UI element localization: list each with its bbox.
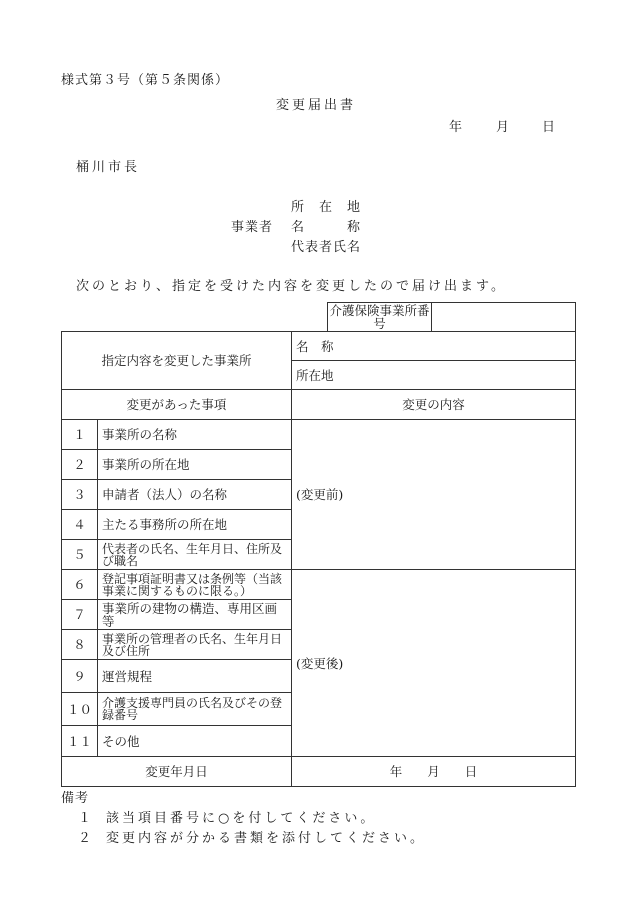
item-text: 登記事項証明書又は条例等（当該事業に関するものに限る。） bbox=[102, 571, 283, 598]
item-text: 運営規程 bbox=[98, 660, 292, 693]
note-number: ２ bbox=[78, 831, 93, 846]
item-text: その他 bbox=[98, 726, 292, 757]
items-header: 変更があった事項 bbox=[62, 390, 292, 420]
document-title: 変更届出書 bbox=[276, 98, 357, 113]
item-text-cell bbox=[98, 693, 292, 726]
change-date-field[interactable]: 年 月 日 bbox=[292, 757, 576, 787]
form-number: 様式第３号（第５条関係） bbox=[61, 73, 230, 88]
name-label: 名 称 bbox=[291, 220, 362, 235]
item-text: 代表者の氏名、生年月日、住所及び職名 bbox=[102, 541, 283, 568]
item-text: 事業所の建物の構造、専用区画等 bbox=[98, 600, 292, 630]
office-location-label: 所在地 bbox=[296, 367, 334, 383]
item-text-cell bbox=[98, 630, 292, 660]
changed-office-label: 指定内容を変更した事業所 bbox=[62, 332, 292, 390]
date-month: 月 bbox=[496, 120, 511, 135]
item-number: １ bbox=[62, 420, 98, 450]
item-number: １１ bbox=[62, 726, 98, 757]
item-text: 事業所の名称 bbox=[98, 420, 292, 450]
office-number-field[interactable] bbox=[432, 303, 576, 332]
item-number: ４ bbox=[62, 510, 98, 540]
item-number: ５ bbox=[62, 540, 98, 570]
note-text: 該当項目番号に○を付してください。 bbox=[106, 811, 377, 826]
change-date-label: 変更年月日 bbox=[62, 757, 292, 787]
note-number: １ bbox=[78, 811, 93, 826]
office-number-label: 介護保険事業所番号 bbox=[329, 303, 430, 331]
item-number: ３ bbox=[62, 480, 98, 510]
item-number: ９ bbox=[62, 660, 98, 693]
before-label: (変更前) bbox=[296, 487, 344, 502]
item-text: 申請者（法人）の名称 bbox=[98, 480, 292, 510]
representative-label: 代表者氏名 bbox=[291, 240, 362, 255]
date-year: 年 bbox=[449, 120, 464, 135]
content-before-field[interactable] bbox=[292, 420, 576, 570]
addressee: 桶川市長 bbox=[76, 160, 141, 175]
date-day: 日 bbox=[542, 120, 557, 135]
content-header: 変更の内容 bbox=[292, 390, 576, 420]
item-number: １０ bbox=[62, 693, 98, 726]
office-name-label: 名 称 bbox=[296, 338, 334, 354]
item-text: 事業所の管理者の氏名、生年月日及び住所 bbox=[102, 631, 283, 658]
item-number: ７ bbox=[62, 600, 98, 630]
office-name-field[interactable] bbox=[292, 332, 576, 361]
notes-heading: 備考 bbox=[61, 791, 90, 806]
item-text: 介護支援専門員の氏名及びその登録番号 bbox=[102, 696, 283, 722]
office-location-field[interactable] bbox=[292, 361, 576, 390]
content-after-field[interactable] bbox=[292, 570, 576, 757]
item-text: 主たる事務所の所在地 bbox=[98, 510, 292, 540]
item-text-cell bbox=[98, 570, 292, 600]
statement: 次のとおり、指定を受けた内容を変更したので届け出ます。 bbox=[76, 279, 507, 294]
applicant-group-label: 事業者 bbox=[231, 220, 274, 235]
change-form-table bbox=[61, 302, 576, 787]
item-number: ２ bbox=[62, 450, 98, 480]
note-text: 変更内容が分かる書類を添付してください。 bbox=[106, 831, 427, 846]
item-text-cell bbox=[98, 540, 292, 570]
item-number: ６ bbox=[62, 570, 98, 600]
item-text: 事業所の所在地 bbox=[98, 450, 292, 480]
item-number: ８ bbox=[62, 630, 98, 660]
after-label: (変更後) bbox=[296, 655, 344, 671]
address-label: 所 在 地 bbox=[291, 200, 362, 215]
